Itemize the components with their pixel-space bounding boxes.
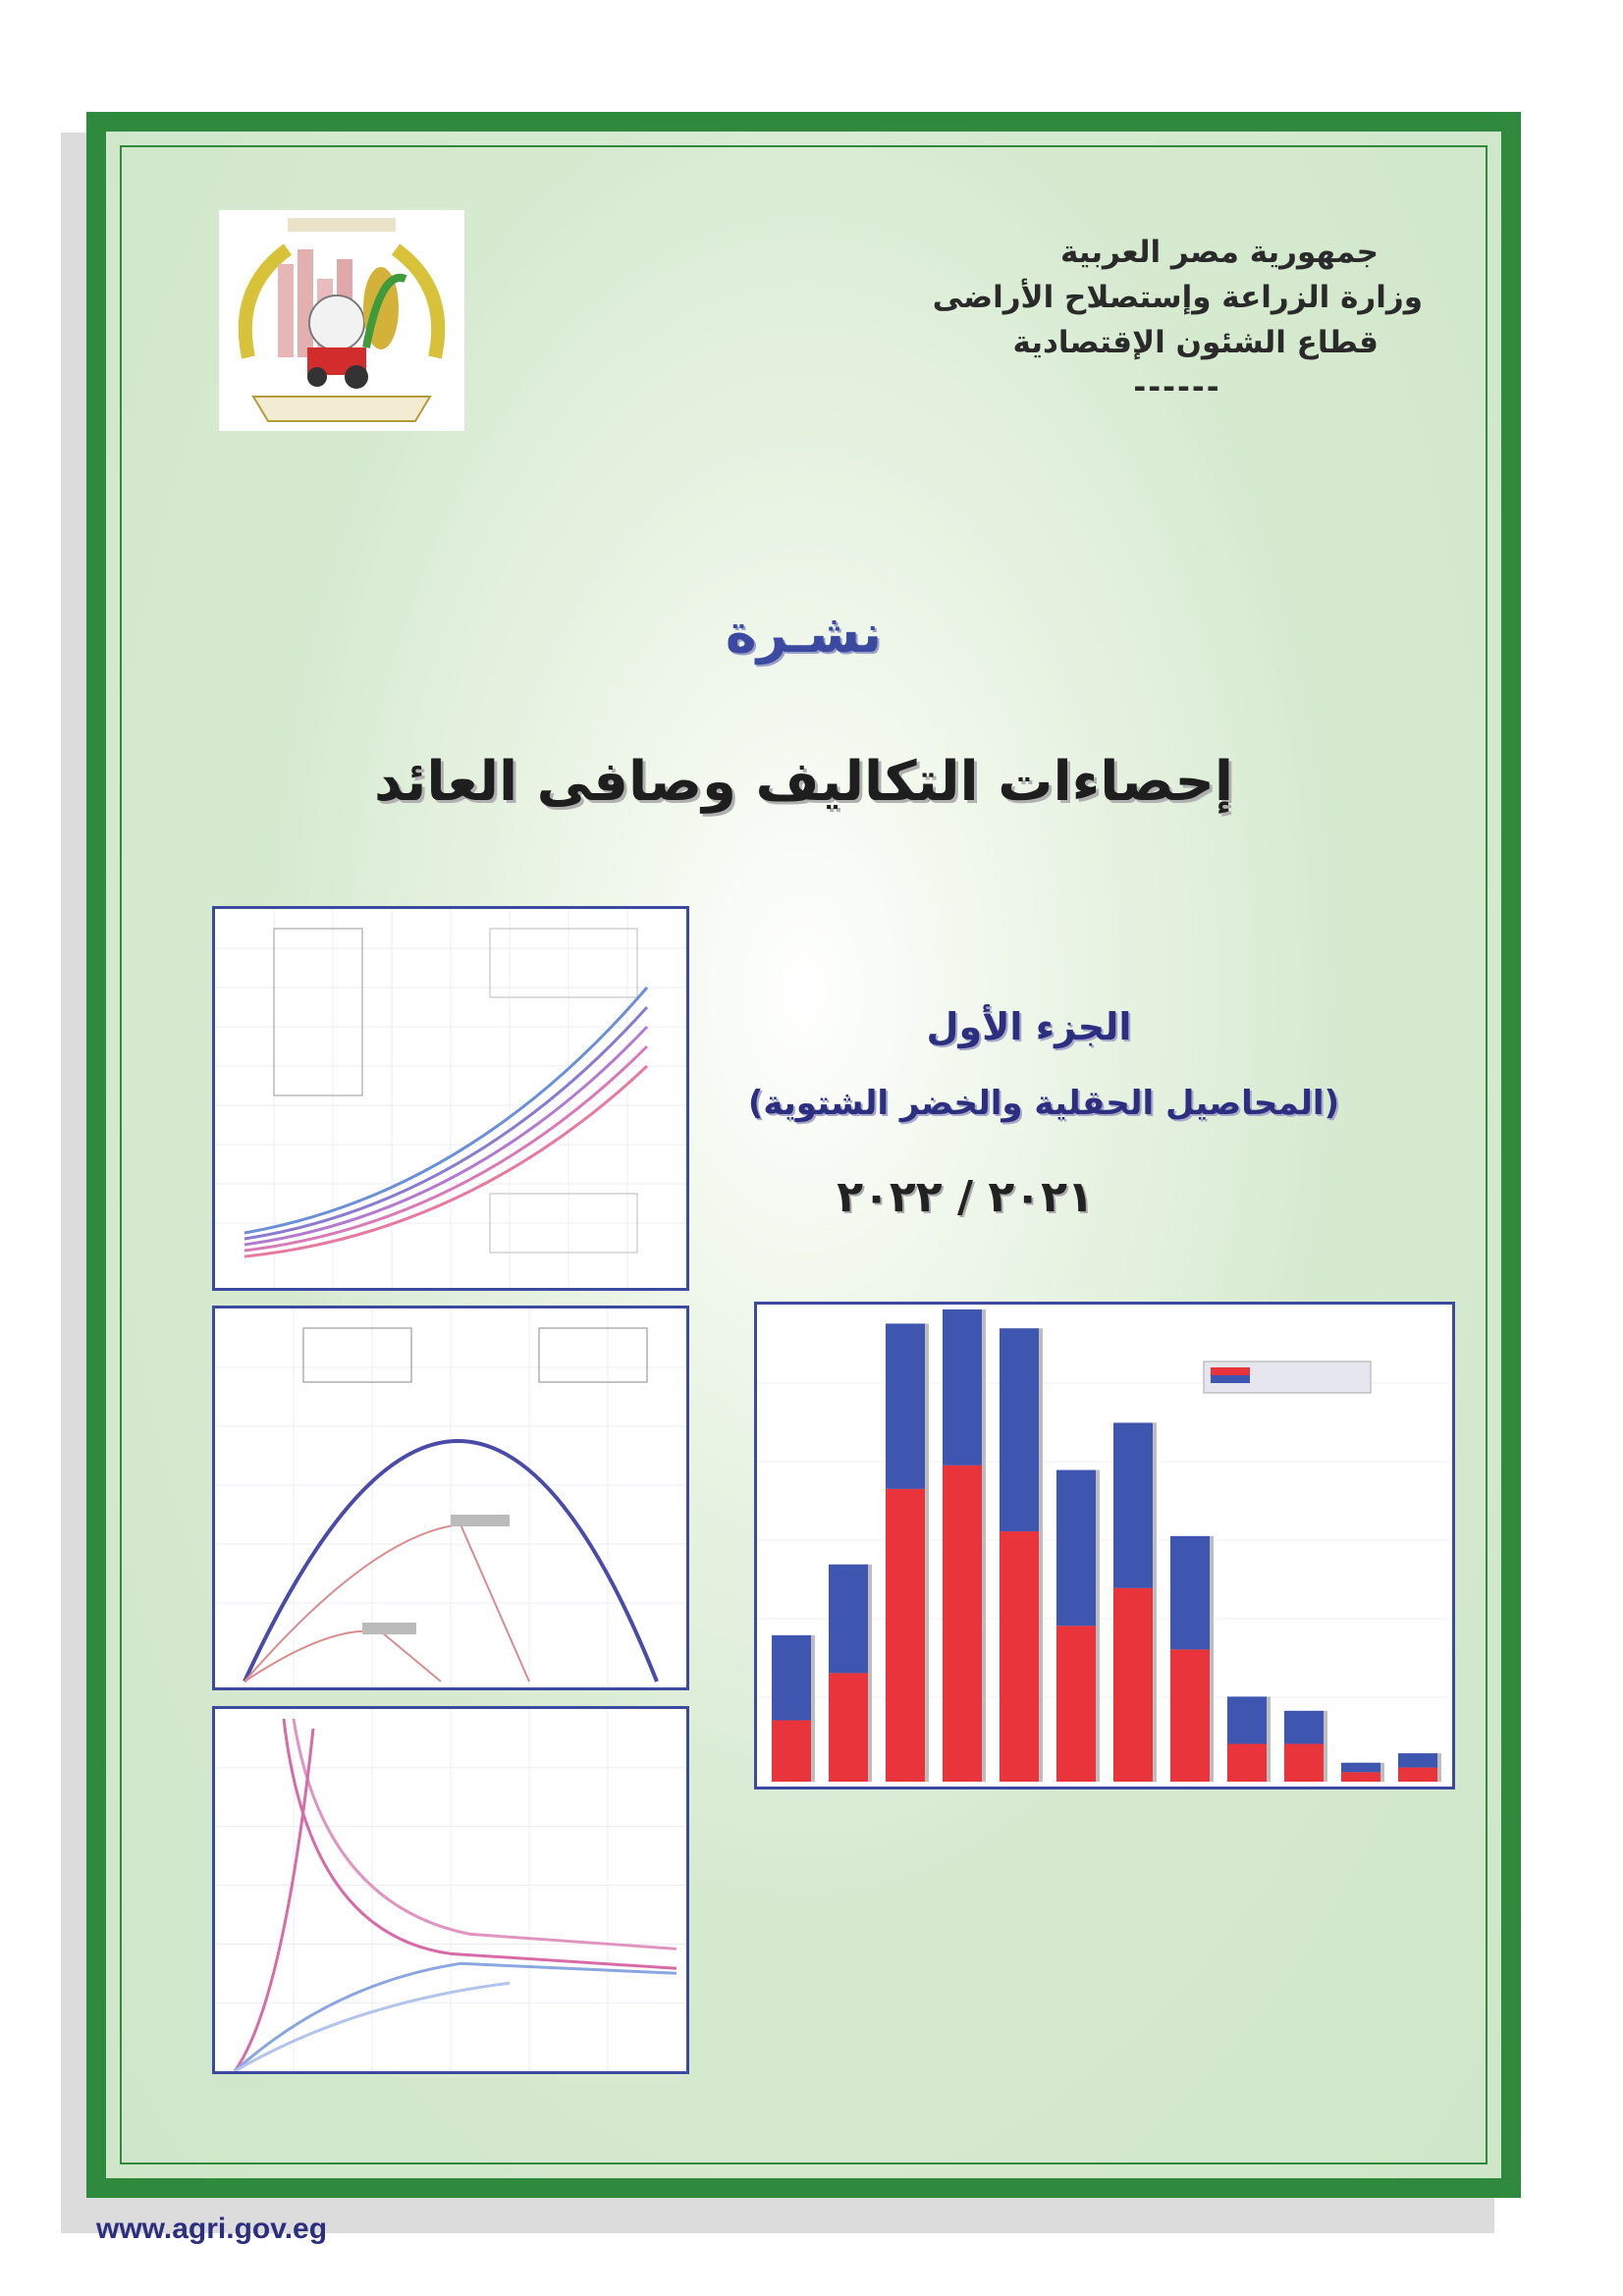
bar-segment-blue: [1398, 1753, 1437, 1767]
bar-segment-red: [829, 1673, 868, 1782]
bar-segment-red: [1398, 1768, 1437, 1782]
part-label: الجزء الأول: [926, 1005, 1132, 1048]
bar-segment-red: [1227, 1744, 1267, 1782]
bar-segment-red: [1284, 1744, 1324, 1782]
bar-segment-red: [1113, 1588, 1153, 1782]
bar-segment-red: [886, 1489, 925, 1782]
sector-name: قطاع الشئون الإقتصادية: [1012, 325, 1379, 360]
bar-segment-blue: [1056, 1470, 1096, 1627]
bar-segment-blue: [943, 1309, 982, 1466]
ministry-name: وزارة الزراعة وإستصلاح الأراضى: [932, 280, 1423, 315]
stacked-bar-chart: [754, 1302, 1455, 1789]
bar-segment-blue: [829, 1565, 868, 1674]
bar-segment-blue: [1113, 1422, 1153, 1587]
legend-swatch-blue: [1211, 1375, 1250, 1383]
bar-chart-canvas: [757, 1305, 1452, 1787]
bar-segment-blue: [1000, 1328, 1039, 1531]
cover-frame: [86, 112, 1521, 2198]
bar-segment-blue: [886, 1323, 925, 1488]
bar-segment-red: [1170, 1649, 1210, 1782]
emblem-icon: [219, 210, 464, 431]
parabola-thumbnail: [212, 1306, 689, 1690]
crops-label: (المحاصيل الحقلية والخضر الشتوية): [747, 1084, 1340, 1123]
bulletin-title: إحصاءات التكاليف وصافى العائد: [373, 750, 1234, 814]
curve-family-thumbnail: [212, 906, 689, 1291]
bar-segment-blue: [1170, 1536, 1210, 1649]
bar-segment-red: [1000, 1531, 1039, 1782]
bar-segment-blue: [772, 1635, 811, 1721]
bar-segment-red: [772, 1720, 811, 1782]
header-separator: ------: [1133, 370, 1221, 405]
legend-swatch-red: [1211, 1367, 1250, 1375]
bar-segment-blue: [1341, 1763, 1380, 1773]
bar-segment-red: [1341, 1772, 1380, 1782]
country-name: جمهورية مصر العربية: [1059, 235, 1379, 270]
year-label: ٢٠٢١ / ٢٠٢٢: [837, 1172, 1094, 1222]
footer-url[interactable]: www.agri.gov.eg: [96, 2213, 328, 2245]
bulletin-kicker: نشـرة: [725, 603, 883, 665]
ministry-block: [834, 230, 1423, 410]
bar-segment-blue: [1284, 1711, 1324, 1744]
bar-segment-blue: [1227, 1696, 1267, 1743]
ministry-logo: [219, 210, 464, 431]
bar-segment-red: [1056, 1626, 1096, 1782]
decay-curves-thumbnail: [212, 1706, 689, 2074]
bar-segment-red: [943, 1466, 982, 1782]
